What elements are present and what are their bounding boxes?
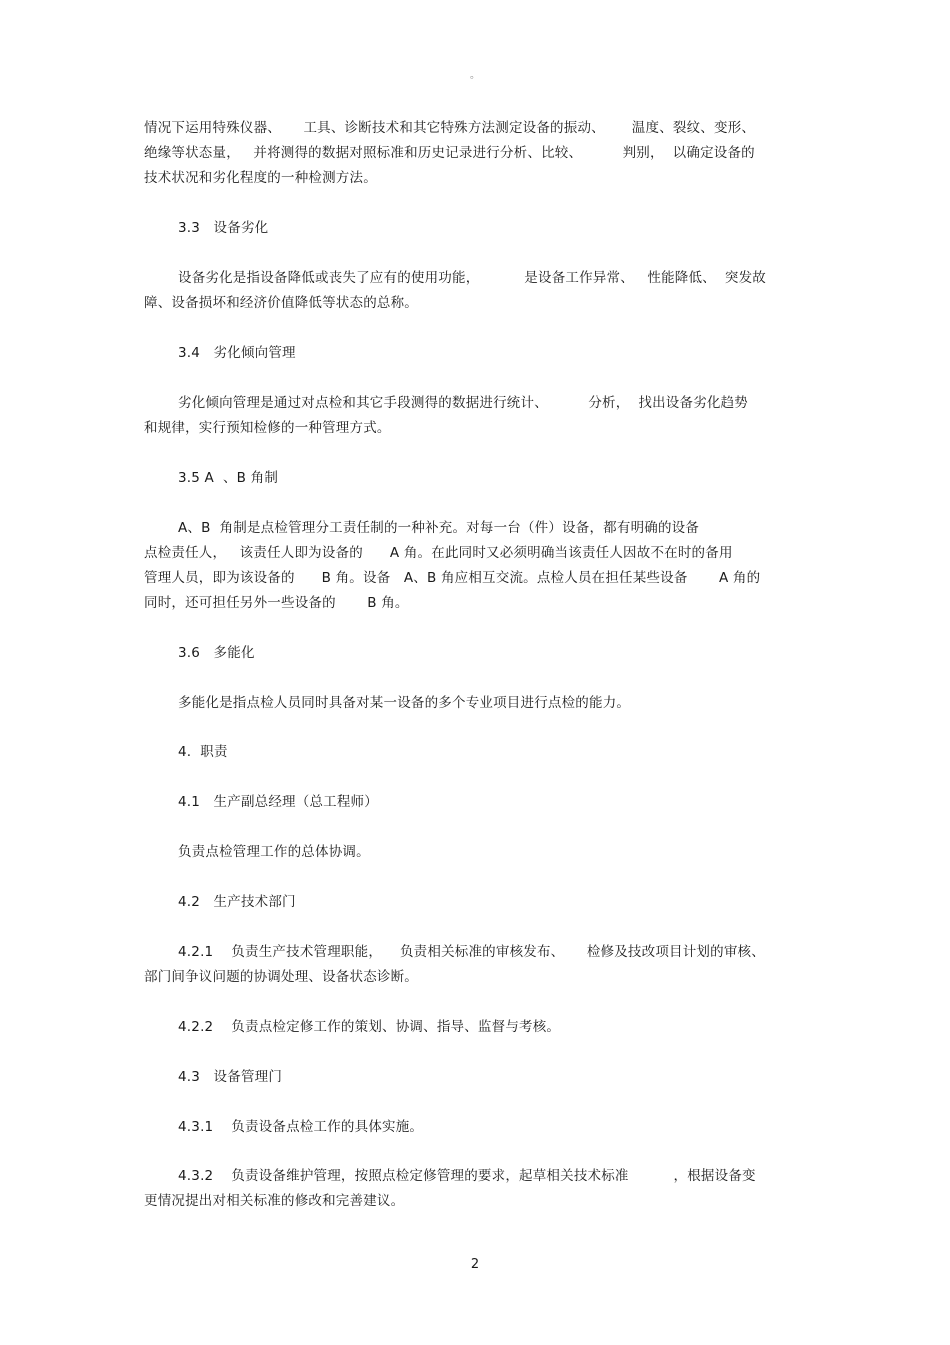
text-line: 管理人员，即为该设备的 B 角。设备 A、B 角应相互交流。点检人员在担任某些设备 A 角的: [144, 570, 761, 586]
text-line: 4.2.2 负责点检定修工作的策划、协调、指导、监督与考核。: [178, 1019, 561, 1035]
text-line: 情况下运用特殊仪器、 工具、诊断技术和其它特殊方法测定设备的振动、 温度、裂纹、变形、: [144, 120, 756, 136]
page-number: 2: [470, 1257, 480, 1272]
text-line: 绝缘等状态量， 并将测得的数据对照标准和历史记录进行分析、比较、 判别， 以确定设备的: [144, 145, 755, 161]
text-line: 技术状况和劣化程度的一种检测方法。: [144, 170, 377, 186]
text-line: 4.3.1 负责设备点检工作的具体实施。: [178, 1119, 424, 1135]
text-line: 和规律，实行预知检修的一种管理方式。: [144, 420, 391, 436]
text-line: 障、设备损坏和经济价值降低等状态的总称。: [144, 295, 418, 311]
section-heading: 4. 职责: [178, 744, 228, 760]
text-line: 设备劣化是指设备降低或丧失了应有的使用功能， 是设备工作异常、 性能降低、 突发故: [178, 270, 766, 286]
header-mark: 。: [470, 70, 480, 81]
text-line: 多能化是指点检人员同时具备对某一设备的多个专业项目进行点检的能力。: [178, 695, 631, 711]
text-line: 劣化倾向管理是通过对点检和其它手段测得的数据进行统计、 分析， 找出设备劣化趋势: [178, 395, 749, 411]
section-heading: 4.1 生产副总经理（总工程师）: [178, 794, 378, 810]
text-line: 负责点检管理工作的总体协调。: [178, 844, 370, 860]
text-line: 点检责任人， 该责任人即为设备的 A 角。在此同时又必须明确当该责任人因故不在时的备用: [144, 545, 733, 561]
text-line: 同时，还可担任另外一些设备的 B 角。: [144, 595, 409, 611]
text-line: 4.2.1 负责生产技术管理职能， 负责相关标准的审核发布、 检修及技改项目计划的审核、: [178, 944, 765, 960]
text-line: 4.3.2 负责设备维护管理，按照点检定修管理的要求，起草相关技术标准 ，根据设备变: [178, 1168, 756, 1184]
text-line: A、B 角制是点检管理分工责任制的一种补充。对每一台（件）设备，都有明确的设备: [178, 520, 700, 536]
text-line: 部门间争议问题的协调处理、设备状态诊断。: [144, 969, 418, 985]
section-heading: 3.5 A 、B 角制: [178, 470, 279, 486]
text-line: 更情况提出对相关标准的修改和完善建议。: [144, 1193, 405, 1209]
section-heading: 3.4 劣化倾向管理: [178, 345, 296, 361]
section-heading: 4.3 设备管理门: [178, 1069, 283, 1085]
section-heading: 3.6 多能化: [178, 645, 255, 661]
section-heading: 3.3 设备劣化: [178, 220, 269, 236]
section-heading: 4.2 生产技术部门: [178, 894, 296, 910]
